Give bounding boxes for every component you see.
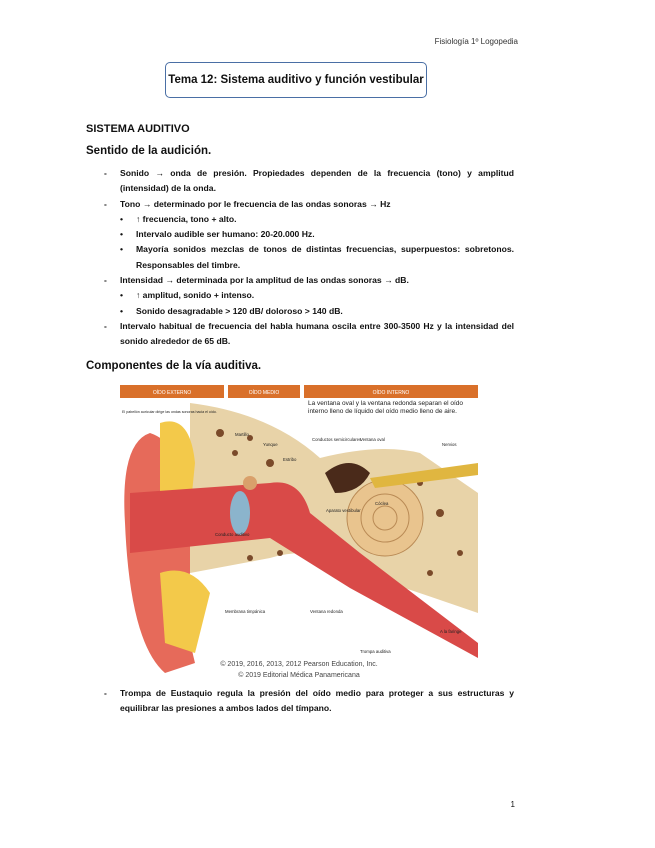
svg-text:Estribo: Estribo [283,457,297,462]
credit: © 2019, 2016, 2013, 2012 Pearson Education, Inc. [220,661,378,668]
bullet-marker: • [120,305,124,316]
svg-text:Yunque: Yunque [263,442,278,447]
svg-text:Nervios: Nervios [442,442,457,447]
page-number: 1 [510,800,515,809]
list-item [86,212,514,227]
list-item-text: ↑ frecuencia, tono + alto. [136,213,237,224]
cochlea [347,480,423,556]
list-item-text: Intervalo habitual de frecuencia del habla humana oscila entre 300-3500 Hz y la intensidad del sonido alrededor de 65 dB. [120,320,514,347]
list-item [86,227,514,242]
svg-text:Trompa auditiva: Trompa auditiva [360,649,391,654]
list-item [86,197,514,212]
list-item [86,166,514,197]
bullet-marker: - [104,320,107,331]
topic-title: Tema 12: Sistema auditivo y función vestibular [168,74,424,86]
list-item-text: Mayoría sonidos mezclas de tonos de distintas frecuencias, superpuestos: sobretonos. Responsables del timbre. [136,244,514,270]
list-item-text: Intensidad → determinada por la amplitud de las ondas sonoras → dB. [120,275,409,286]
bullet-list [86,166,514,350]
label-middle: OÍDO MEDIO [248,390,280,396]
windows-note-label: La ventana oval y la ventana redonda separan el oído interno lleno de líquido del oído medio lleno de aire. [308,400,476,415]
label-external: OÍDO EXTERNO [152,390,192,396]
svg-text:Ventana oval: Ventana oval [360,437,385,442]
bullet-marker: • [120,290,124,301]
tympanic-membrane [230,491,250,535]
svg-text:Membrana timpánica: Membrana timpánica [225,609,266,614]
svg-text:Cóclea: Cóclea [375,501,389,506]
post-figure-list [86,686,514,717]
list-item [86,304,514,319]
list-item [86,242,514,273]
svg-text:Conductos semicirculares: Conductos semicirculares [312,437,362,442]
list-item-text: ↑ amplitud, sonido + intenso. [136,290,255,301]
bullet-marker: • [120,244,124,255]
svg-text:El pabellón auricular dirige l: El pabellón auricular dirige las ondas sonoras hacia el oído. [122,410,217,414]
bullet-marker: - [104,168,107,178]
subsection-heading: Sentido de la audición. [86,145,212,157]
list-item-text: Intervalo audible ser humano: 20-20.000 Hz. [136,229,315,240]
svg-text:A la faringe: A la faringe [440,629,462,634]
ossicles [243,476,257,490]
svg-text:Martillo: Martillo [235,432,249,437]
credit: © 2019 Editorial Médica Panamericana [238,672,360,679]
topic-title-box [165,62,427,98]
list-item [86,319,514,350]
list-item [86,273,514,288]
svg-text:Ventana redonda: Ventana redonda [310,609,343,614]
section-heading: SISTEMA AUDITIVO [86,123,190,135]
svg-text:Conducto auditivo: Conducto auditivo [215,532,250,537]
bullet-marker: • [120,229,124,240]
list-item-text: Tono → determinado por le frecuencia de las ondas sonoras → Hz [120,198,391,209]
list-item-text: Sonido desagradable > 120 dB/ doloroso > 140 dB. [136,305,343,316]
bullet-marker: - [104,275,107,286]
bullet-marker: - [104,198,107,209]
bullet-marker: • [120,213,124,224]
page-header: Fisiología 1º Logopedia [434,37,518,46]
subsection-heading: Componentes de la vía auditiva. [86,360,262,372]
list-item: - Trompa de Eustaquio regula la presión del oído medio para proteger a sus estructuras y equilibrar las presiones a ambos lados del tímpano. [104,688,514,714]
list-item [86,288,514,303]
label-inner: OÍDO INTERNO [372,390,410,396]
ear-anatomy-figure [120,383,478,683]
svg-text:Aparato vestibular: Aparato vestibular [326,508,361,513]
list-item-text: Sonido → onda de presión. Propiedades dependen de la frecuencia (tono) y amplitud (intensidad) de la onda. [120,168,514,194]
